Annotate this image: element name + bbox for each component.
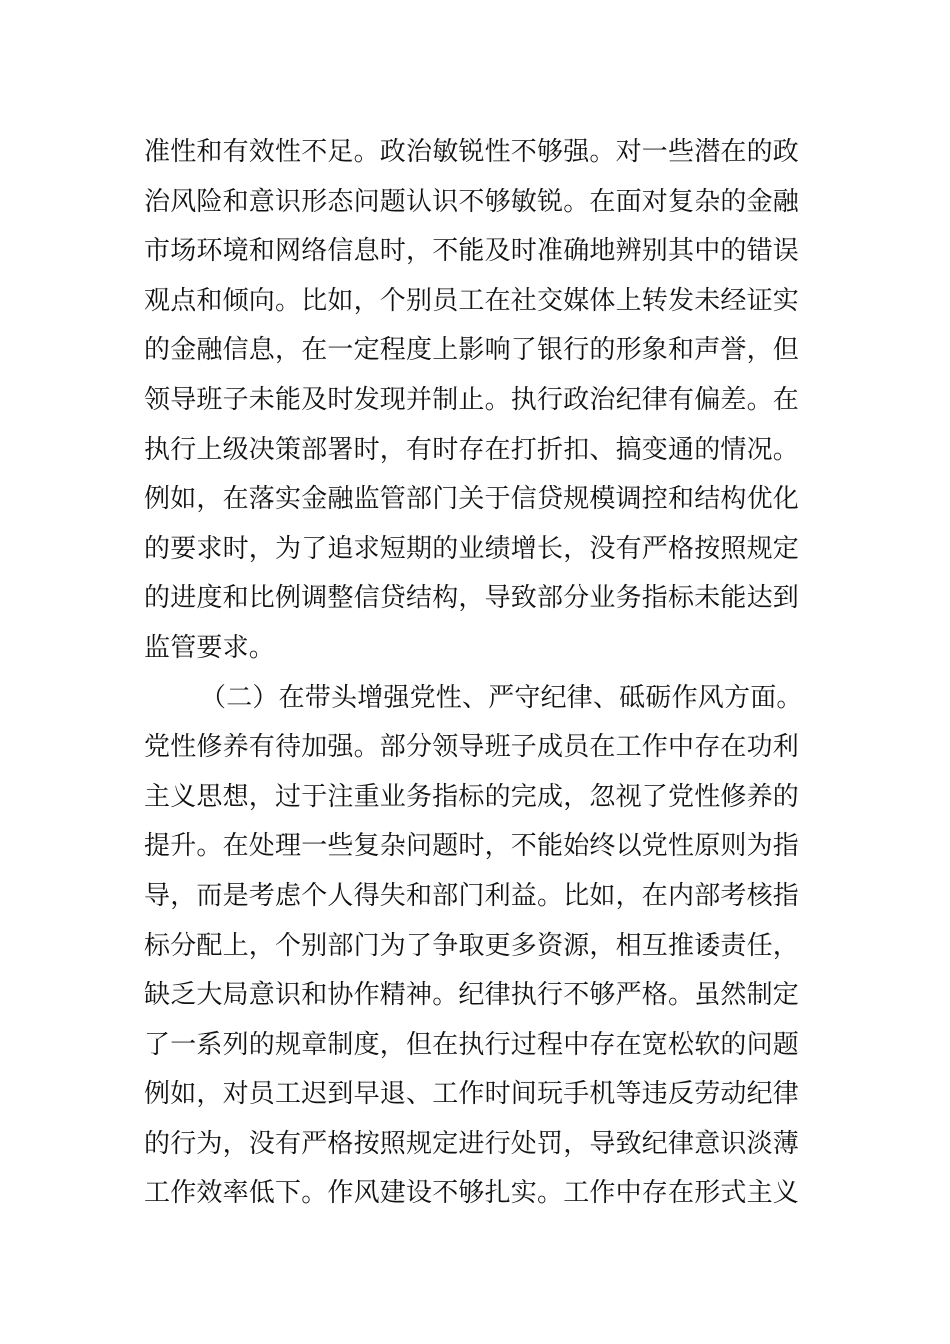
- text-line: 执行上级决策部署时，有时存在打折扣、搞变通的情况。: [144, 434, 800, 465]
- text-line: 观点和倾向。比如，个别员工在社交媒体上转发未经证实: [144, 285, 800, 316]
- text-line: 的行为，没有严格按照规定进行处罚，导致纪律意识淡薄: [144, 1128, 800, 1159]
- text-line: 治风险和意识形态问题认识不够敏锐。在面对复杂的金融: [144, 186, 800, 217]
- text-line: 导，而是考虑个人得失和部门利益。比如，在内部考核指: [144, 880, 800, 911]
- text-line: 市场环境和网络信息时，不能及时准确地辨别其中的错误: [144, 236, 800, 267]
- text-line: 准性和有效性不足。政治敏锐性不够强。对一些潜在的政: [144, 137, 800, 167]
- text-line: 了一系列的规章制度，但在执行过程中存在宽松软的问题: [144, 1029, 800, 1060]
- text-line: 的要求时，为了追求短期的业绩增长，没有严格按照规定: [144, 533, 800, 564]
- text-line: 缺乏大局意识和协作精神。纪律执行不够严格。虽然制定: [144, 980, 800, 1011]
- text-line: 主义思想，过于注重业务指标的完成，忽视了党性修养的: [144, 781, 800, 812]
- text-line: 标分配上，个别部门为了争取更多资源，相互推诿责任，: [144, 930, 800, 961]
- text-line: 党性修养有待加强。部分领导班子成员在工作中存在功利: [144, 732, 800, 763]
- text-line: 的进度和比例调整信贷结构，导致部分业务指标未能达到: [144, 583, 800, 614]
- text-line: 的金融信息，在一定程度上影响了银行的形象和声誉，但: [144, 335, 800, 366]
- text-line: 领导班子未能及时发现并制止。执行政治纪律有偏差。在: [144, 384, 800, 415]
- text-line: 工作效率低下。作风建设不够扎实。工作中存在形式主义: [144, 1178, 800, 1209]
- body-text: [144, 128, 824, 1219]
- text-line: 例如，对员工迟到早退、工作时间玩手机等违反劳动纪律: [144, 1079, 800, 1110]
- text-line: 监管要求。: [144, 632, 276, 663]
- section-heading: （二）在带头增强党性、严守纪律、砥砺作风方面。: [200, 682, 803, 713]
- text-line: 提升。在处理一些复杂问题时，不能始终以党性原则为指: [144, 831, 800, 862]
- text-line: 例如，在落实金融监管部门关于信贷规模调控和结构优化: [144, 484, 800, 515]
